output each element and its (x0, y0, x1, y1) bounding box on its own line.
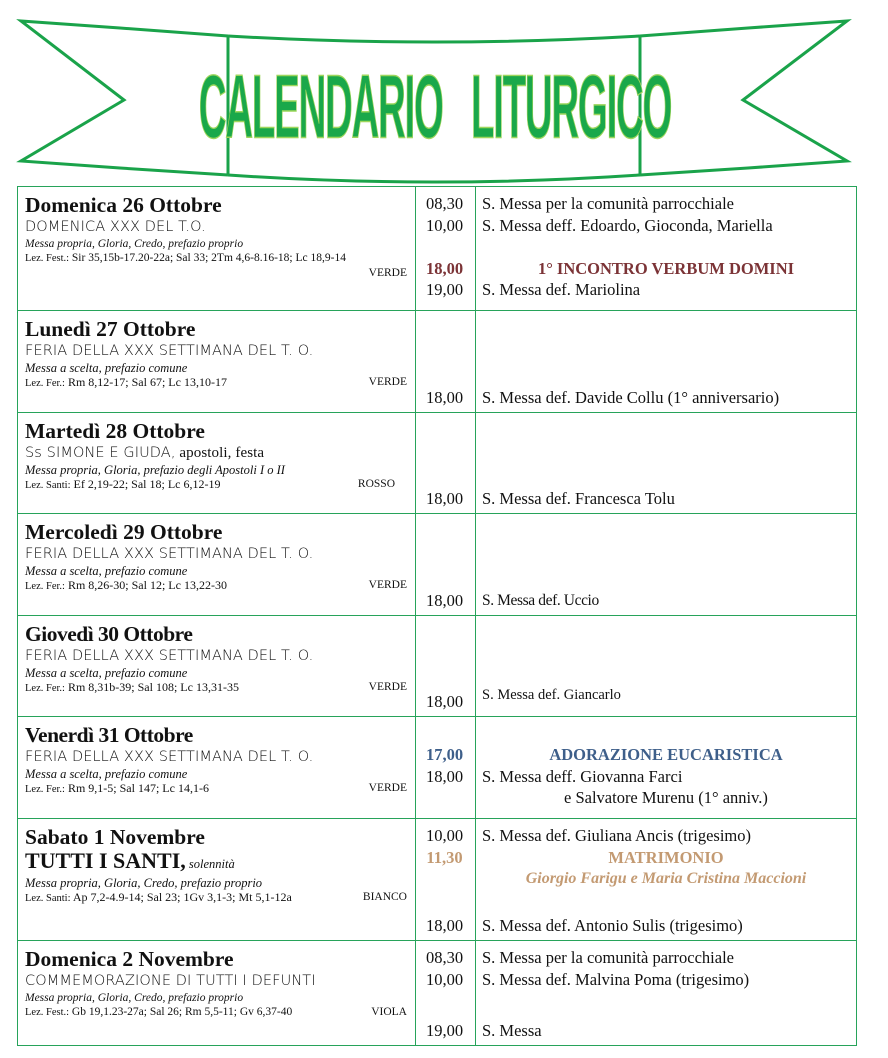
liturgical-color: VERDE (368, 376, 407, 388)
liturgical-color: VERDE (368, 782, 407, 794)
event-highlight: ADORAZIONE EUCARISTICA (549, 745, 783, 764)
readings (25, 251, 407, 266)
liturgical-color: VERDE (368, 579, 407, 591)
event: S. Messa def. Antonio Sulis (trigesimo) (482, 915, 743, 935)
event-continuation: e Salvatore Murenu (1° anniv.) (564, 788, 768, 807)
readings (25, 680, 407, 696)
event-cell (476, 616, 856, 716)
feast-rank: solennità (185, 857, 235, 871)
mass-notes: Messa propria, Gloria, Credo, prefazio proprio (25, 992, 244, 1004)
time: 18,00 (425, 915, 464, 935)
table-row (18, 413, 856, 514)
table-row (18, 616, 856, 717)
time-cell (416, 819, 476, 940)
event-cell (476, 819, 856, 940)
time-cell (416, 187, 476, 310)
time: 10,00 (425, 826, 464, 845)
event-continuation: Giorgio Farigu e Maria Cristina Maccioni (525, 870, 807, 887)
readings-prefix: Lez. Fer.: (25, 683, 65, 694)
readings-prefix: Lez. Fest.: (25, 253, 70, 264)
time: 11,30 (426, 847, 463, 867)
feast-name: FERIA DELLA XXX SETTIMANA DEL T. O. (25, 749, 314, 765)
mass-notes: Messa propria, Gloria, Credo, prefazio proprio (25, 238, 244, 250)
time-cell (416, 717, 476, 818)
liturgical-color: ROSSO (357, 478, 395, 490)
mass-notes: Messa a scelta, prefazio comune (25, 666, 188, 680)
mass-notes: Messa a scelta, prefazio comune (25, 361, 188, 375)
event-cell (476, 514, 856, 615)
time: 18,00 (425, 590, 464, 610)
feast-rank: apostoli, festa (175, 445, 265, 461)
readings-text: Rm 8,31b-39; Sal 108; Lc 13,31-35 (67, 680, 239, 694)
table-row (18, 717, 856, 819)
day-title: Giovedì 30 Ottobre (25, 622, 193, 646)
time: 08,30 (425, 948, 464, 967)
readings (25, 781, 407, 797)
feast-name: DOMENICA XXX DEL T.O. (25, 219, 206, 235)
readings (25, 477, 407, 493)
feast-name: FERIA DELLA XXX SETTIMANA DEL T. O. (25, 648, 314, 664)
time: 18,00 (425, 766, 464, 786)
event: S. Messa def. Mariolina (482, 280, 641, 299)
mass-notes: Messa a scelta, prefazio comune (25, 767, 188, 781)
event: S. Messa def. Uccio (482, 591, 599, 609)
day-title: Sabato 1 Novembre (25, 825, 205, 849)
time: 08,30 (425, 194, 464, 213)
liturgical-color: VERDE (368, 267, 407, 279)
readings-text: Rm 9,1-5; Sal 147; Lc 14,1-6 (67, 781, 209, 795)
feast-name: FERIA DELLA XXX SETTIMANA DEL T. O. (25, 546, 314, 562)
day-info-cell (18, 413, 416, 513)
feast-title: TUTTI I SANTI, (25, 848, 186, 873)
event-cell (476, 187, 856, 310)
day-info-cell (18, 514, 416, 615)
readings-prefix: Lez. Santi: (25, 480, 71, 491)
readings-prefix: Lez. Santi: (25, 893, 71, 904)
event: S. Messa per la comunità parrocchiale (482, 948, 734, 967)
readings-text: Rm 8,26-30; Sal 12; Lc 13,22-30 (67, 578, 227, 592)
event: S. Messa per la comunità parrocchiale (482, 194, 734, 213)
day-title: Martedì 28 Ottobre (25, 419, 205, 443)
readings (25, 375, 407, 391)
feast-name: COMMEMORAZIONE DI TUTTI I DEFUNTI (25, 973, 316, 989)
liturgical-color: VERDE (368, 681, 407, 693)
event: S. Messa deff. Edoardo, Gioconda, Mariella (482, 215, 773, 235)
liturgical-calendar-table (17, 186, 857, 1046)
time: 19,00 (425, 280, 464, 299)
event-cell (476, 941, 856, 1045)
day-info-cell (18, 616, 416, 716)
event: S. Messa def. Francesca Tolu (482, 488, 675, 508)
feast-name (25, 849, 407, 876)
time: 18,00 (425, 488, 464, 508)
day-title: Mercoledì 29 Ottobre (25, 520, 223, 544)
page-title: CALENDARIO LITURGICO (198, 56, 672, 158)
time-cell (416, 616, 476, 716)
day-info-cell (18, 717, 416, 818)
time-cell (416, 514, 476, 615)
event: S. Messa def. Malvina Poma (trigesimo) (482, 969, 750, 989)
time: 18,00 (425, 691, 464, 711)
day-title: Domenica 26 Ottobre (25, 193, 222, 217)
readings-prefix: Lez. Fer.: (25, 784, 65, 795)
time: 10,00 (425, 969, 464, 989)
liturgical-color: VIOLA (371, 1006, 407, 1018)
day-info-cell (18, 941, 416, 1045)
table-row (18, 819, 856, 941)
event: S. Messa def. Davide Collu (1° anniversario) (482, 387, 780, 407)
event-highlight: MATRIMONIO (608, 847, 724, 867)
time: 19,00 (425, 1020, 464, 1040)
readings-prefix: Lez. Fer.: (25, 378, 65, 389)
readings (25, 1005, 407, 1020)
readings-text: Sir 35,15b-17.20-22a; Sal 33; 2Tm 4,6-8.16-18; Lc 18,9-14 (71, 252, 346, 264)
time: 18,00 (425, 387, 464, 407)
time: 10,00 (425, 215, 464, 235)
table-row (18, 187, 856, 311)
day-title: Domenica 2 Novembre (25, 947, 234, 971)
feast-title: Ss SIMONE E GIUDA, (25, 445, 176, 461)
event-cell (476, 413, 856, 513)
mass-notes: Messa a scelta, prefazio comune (25, 564, 188, 578)
readings-prefix: Lez. Fest.: (25, 1007, 70, 1018)
day-title: Lunedì 27 Ottobre (25, 317, 196, 341)
readings-text: Ap 7,2-4.9-14; Sal 23; 1Gv 3,1-3; Mt 5,1-12a (72, 890, 292, 904)
event-cell (476, 311, 856, 412)
feast-name (25, 443, 407, 463)
mass-notes: Messa propria, Gloria, prefazio degli Apostoli I o II (25, 463, 285, 477)
readings (25, 890, 407, 906)
time-cell (416, 941, 476, 1045)
event: S. Messa deff. Giovanna Farci (482, 766, 683, 786)
liturgical-color: BIANCO (362, 891, 407, 903)
time: 18,00 (425, 258, 464, 278)
table-row (18, 941, 856, 1045)
title-banner (0, 0, 888, 185)
readings-text: Gb 19,1.23-27a; Sal 26; Rm 5,5-11; Gv 6,37-40 (71, 1006, 293, 1018)
day-info-cell (18, 819, 416, 940)
mass-notes: Messa propria, Gloria, Credo, prefazio proprio (25, 876, 263, 890)
readings-prefix: Lez. Fer.: (25, 581, 65, 592)
day-title: Venerdì 31 Ottobre (25, 723, 193, 747)
time-cell (416, 311, 476, 412)
readings-text: Ef 2,19-22; Sal 18; Lc 6,12-19 (73, 477, 221, 491)
readings-text: Rm 8,12-17; Sal 67; Lc 13,10-17 (67, 375, 227, 389)
day-info-cell (18, 311, 416, 412)
table-row (18, 311, 856, 413)
feast-name: FERIA DELLA XXX SETTIMANA DEL T. O. (25, 343, 314, 359)
event: S. Messa (482, 1020, 542, 1040)
readings (25, 578, 407, 594)
time-cell (416, 413, 476, 513)
event-cell (476, 717, 856, 818)
event-highlight: 1° INCONTRO VERBUM DOMINI (537, 258, 795, 278)
time: 17,00 (425, 745, 464, 764)
day-info-cell (18, 187, 416, 310)
event: S. Messa def. Giancarlo (482, 686, 621, 703)
table-row (18, 514, 856, 616)
event: S. Messa def. Giuliana Ancis (trigesimo) (482, 826, 751, 845)
